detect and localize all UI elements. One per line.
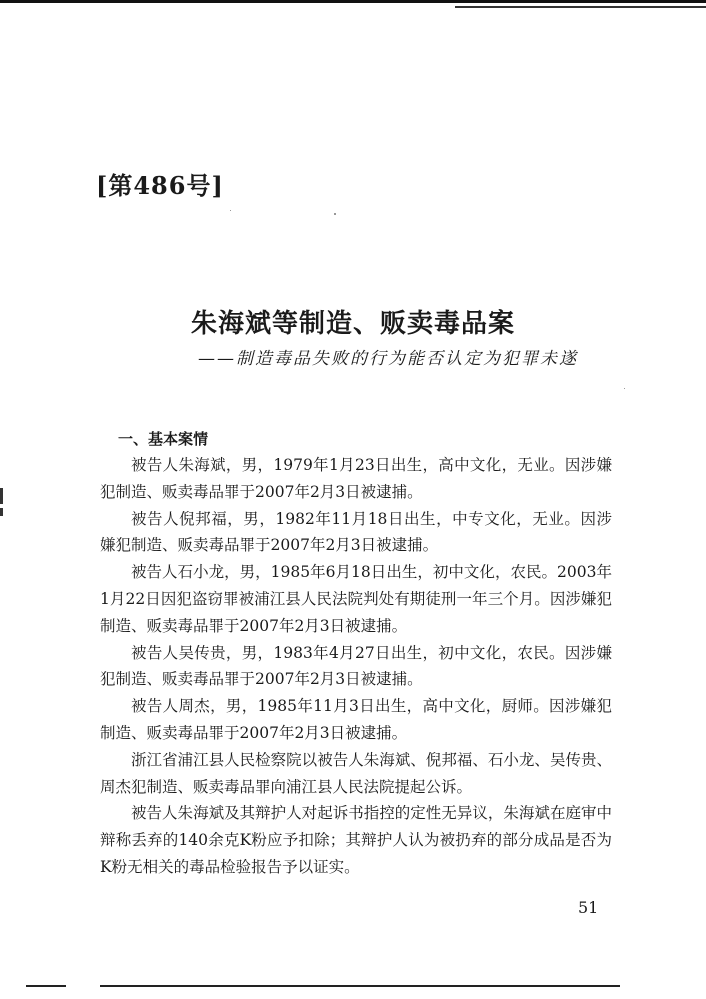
paragraph: 被告人朱海斌，男，1979年1月23日出生，高中文化，无业。因涉嫌犯制造、贩卖毒品罪于2007年2月3日被逮捕。 — [100, 456, 612, 501]
section-heading: 一、基本案情 — [118, 430, 209, 448]
paragraph: 浙江省浦江县人民检察院以被告人朱海斌、倪邦福、石小龙、吴传贵、周杰犯制造、贩卖毒品罪向浦江县人民法院提起公诉。 — [100, 750, 612, 796]
scan-speck — [230, 210, 231, 211]
edge-mark — [0, 488, 3, 504]
paragraph: 被告人石小龙，男，1985年6月18日出生，初中文化，农民。2003年1月22日因犯盗窃罪被浦江县人民法院判处有期徒刑一年三个月。因涉嫌犯制造、贩卖毒品罪于2007年2月3日被逮捕。 — [100, 563, 612, 635]
paragraph: 被告人倪邦福，男，1982年11月18日出生，中专文化，无业。因涉嫌犯制造、贩卖毒品罪于2007年2月3日被逮捕。 — [100, 509, 612, 555]
bottom-rule — [100, 985, 620, 987]
top-rule — [0, 0, 706, 3]
paragraph: 被告人吴传贵，男，1983年4月27日出生，初中文化，农民。因涉嫌犯制造、贩卖毒品罪于2007年2月3日被逮捕。 — [100, 643, 612, 689]
scan-speck — [624, 388, 625, 389]
paragraph: 被告人朱海斌及其辩护人对起诉书指控的定性无异议，朱海斌在庭审中辩称丢弃的140余克K粉应予扣除；其辩护人认为被扔弃的部分成品是否为K粉无相关的毒品检验报告予以证实。 — [100, 804, 612, 876]
body-text — [100, 452, 612, 881]
page-subtitle: ——制造毒品失败的行为能否认定为犯罪未遂 — [198, 349, 578, 369]
page-number: 51 — [578, 898, 599, 917]
paragraph: 被告人周杰，男，1985年11月3日出生，高中文化，厨师。因涉嫌犯制造、贩卖毒品罪于2007年2月3日被逮捕。 — [100, 697, 612, 742]
page-title: 朱海斌等制造、贩卖毒品案 — [190, 309, 515, 339]
bottom-rule — [26, 985, 66, 987]
edge-mark — [0, 508, 3, 516]
scan-speck — [334, 213, 336, 215]
case-number: [第486号] — [96, 171, 224, 200]
top-rule-right — [455, 6, 706, 8]
